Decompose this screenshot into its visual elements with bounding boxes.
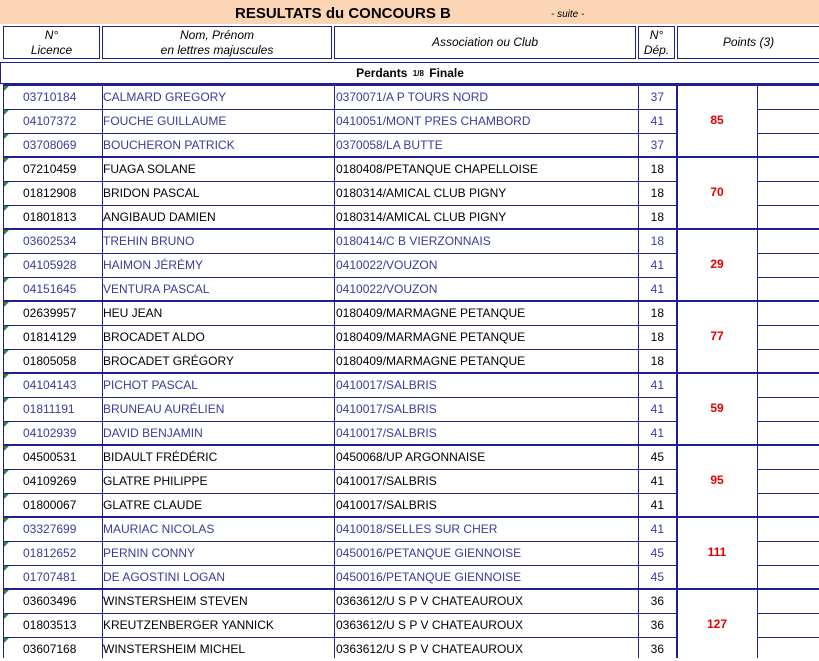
dep-cell: 36 bbox=[650, 618, 664, 632]
column-header-licence-line2: Licence bbox=[30, 42, 73, 57]
dep-cell: 36 bbox=[650, 594, 664, 608]
row-divider bbox=[757, 565, 819, 566]
cell-marker-icon bbox=[4, 614, 9, 619]
club-cell: 0410017/SALBRIS bbox=[336, 498, 437, 512]
column-divider bbox=[3, 84, 4, 658]
row-divider bbox=[757, 469, 819, 470]
cell-marker-icon bbox=[4, 230, 9, 235]
player-name-cell: TREHIN BRUNO bbox=[103, 234, 195, 248]
column-header-name bbox=[102, 26, 332, 59]
licence-cell: 04107372 bbox=[23, 114, 77, 128]
cell-marker-icon bbox=[4, 206, 9, 211]
player-name-cell: MAURIAC NICOLAS bbox=[103, 522, 215, 536]
row-divider bbox=[757, 637, 819, 638]
row-divider bbox=[3, 397, 677, 398]
licence-cell: 01707481 bbox=[23, 570, 77, 584]
player-name-cell: WINSTERSHEIM MICHEL bbox=[103, 642, 246, 656]
row-divider bbox=[3, 565, 677, 566]
row-divider bbox=[757, 205, 819, 206]
row-divider bbox=[3, 421, 677, 422]
club-cell: 0410017/SALBRIS bbox=[336, 378, 437, 392]
licence-cell: 03327699 bbox=[23, 522, 77, 536]
dep-cell: 45 bbox=[650, 546, 664, 560]
row-divider bbox=[757, 493, 819, 494]
cell-marker-icon bbox=[4, 326, 9, 331]
column-header-licence-line1: N° bbox=[44, 27, 59, 42]
dep-cell: 41 bbox=[650, 114, 664, 128]
club-cell: 0363612/U S P V CHATEAUROUX bbox=[336, 642, 523, 656]
column-divider bbox=[676, 84, 677, 658]
player-name-cell: PICHOT PASCAL bbox=[103, 378, 198, 392]
player-name-cell: BOUCHERON PATRICK bbox=[103, 138, 235, 152]
cell-marker-icon bbox=[4, 86, 9, 91]
cell-marker-icon bbox=[4, 494, 9, 499]
club-cell: 0410017/SALBRIS bbox=[336, 402, 437, 416]
team-points-value: 70 bbox=[710, 185, 724, 199]
licence-cell: 03603496 bbox=[23, 594, 77, 608]
row-divider bbox=[757, 421, 819, 422]
licence-cell: 02639957 bbox=[23, 306, 77, 320]
player-name-cell: ANGIBAUD DAMIEN bbox=[103, 210, 216, 224]
licence-cell: 01814129 bbox=[23, 330, 77, 344]
player-name-cell: HAIMON JÉRÉMY bbox=[103, 258, 204, 272]
player-name-cell: FUAGA SOLANE bbox=[103, 162, 196, 176]
cell-marker-icon bbox=[4, 110, 9, 115]
group-divider bbox=[3, 84, 819, 86]
group-divider bbox=[3, 300, 819, 302]
row-divider bbox=[3, 277, 677, 278]
row-divider bbox=[3, 637, 677, 638]
column-header-licence bbox=[3, 26, 100, 59]
player-name-cell: VENTURA PASCAL bbox=[103, 282, 210, 296]
licence-cell: 01803513 bbox=[23, 618, 77, 632]
column-header-name-line2: en lettres majuscules bbox=[160, 42, 274, 57]
team-points-value: 95 bbox=[710, 473, 724, 487]
cell-marker-icon bbox=[4, 422, 9, 427]
licence-cell: 01805058 bbox=[23, 354, 77, 368]
cell-marker-icon bbox=[4, 518, 9, 523]
cell-marker-icon bbox=[4, 350, 9, 355]
column-divider bbox=[102, 84, 103, 658]
licence-cell: 03607168 bbox=[23, 642, 77, 656]
row-divider bbox=[3, 349, 677, 350]
dep-cell: 45 bbox=[650, 570, 664, 584]
club-cell: 0180414/C B VIERZONNAIS bbox=[336, 234, 491, 248]
column-header-association bbox=[334, 26, 636, 59]
cell-marker-icon bbox=[4, 254, 9, 259]
club-cell: 0410051/MONT PRES CHAMBORD bbox=[336, 114, 531, 128]
column-header-name-line1: Nom, Prénom bbox=[179, 27, 255, 42]
dep-cell: 41 bbox=[650, 522, 664, 536]
dep-cell: 41 bbox=[650, 378, 664, 392]
team-points-value: 111 bbox=[707, 545, 727, 559]
licence-cell: 01812652 bbox=[23, 546, 77, 560]
group-divider bbox=[3, 372, 819, 374]
dep-cell: 41 bbox=[650, 498, 664, 512]
team-points-value: 85 bbox=[710, 113, 724, 127]
group-divider bbox=[3, 228, 819, 230]
dep-cell: 18 bbox=[650, 354, 664, 368]
cell-marker-icon bbox=[4, 446, 9, 451]
club-cell: 0180408/PETANQUE CHAPELLOISE bbox=[336, 162, 538, 176]
cell-marker-icon bbox=[4, 590, 9, 595]
row-divider bbox=[3, 541, 677, 542]
row-divider bbox=[757, 181, 819, 182]
team-points-value: 127 bbox=[706, 617, 728, 631]
cell-marker-icon bbox=[4, 638, 9, 643]
player-name-cell: BROCADET GRÉGORY bbox=[103, 354, 234, 368]
licence-cell: 04500531 bbox=[23, 450, 77, 464]
cell-marker-icon bbox=[4, 542, 9, 547]
player-name-cell: BRUNEAU AURÉLIEN bbox=[103, 402, 225, 416]
dep-cell: 18 bbox=[650, 306, 664, 320]
licence-cell: 03710184 bbox=[23, 90, 77, 104]
group-divider bbox=[3, 588, 819, 590]
page-title: RESULTATS du CONCOURS B bbox=[235, 5, 451, 22]
club-cell: 0410017/SALBRIS bbox=[336, 426, 437, 440]
licence-cell: 03708069 bbox=[23, 138, 77, 152]
player-name-cell: GLATRE CLAUDE bbox=[103, 498, 203, 512]
dep-cell: 41 bbox=[650, 258, 664, 272]
player-name-cell: KREUTZENBERGER YANNICK bbox=[103, 618, 274, 632]
licence-cell: 04151645 bbox=[23, 282, 77, 296]
column-header-dep bbox=[638, 26, 675, 59]
row-divider bbox=[3, 133, 677, 134]
row-divider bbox=[3, 613, 677, 614]
dep-cell: 45 bbox=[650, 450, 664, 464]
row-divider bbox=[3, 493, 677, 494]
club-cell: 0410018/SELLES SUR CHER bbox=[336, 522, 498, 536]
dep-cell: 37 bbox=[650, 138, 664, 152]
dep-cell: 36 bbox=[650, 642, 664, 656]
column-header-points bbox=[677, 26, 819, 59]
group-divider bbox=[3, 444, 819, 446]
row-divider bbox=[757, 253, 819, 254]
column-header-row bbox=[0, 24, 819, 61]
dep-cell: 18 bbox=[650, 186, 664, 200]
cell-marker-icon bbox=[4, 302, 9, 307]
row-divider bbox=[3, 469, 677, 470]
row-divider bbox=[3, 205, 677, 206]
row-divider bbox=[757, 133, 819, 134]
column-divider bbox=[334, 84, 335, 658]
club-cell: 0450016/PETANQUE GIENNOISE bbox=[336, 570, 522, 584]
page-subtitle: - suite - bbox=[551, 9, 585, 20]
club-cell: 0363612/U S P V CHATEAUROUX bbox=[336, 618, 523, 632]
licence-cell: 07210459 bbox=[23, 162, 77, 176]
row-divider bbox=[757, 109, 819, 110]
club-cell: 0180409/MARMAGNE PETANQUE bbox=[336, 354, 526, 368]
row-divider bbox=[757, 613, 819, 614]
team-points-value: 77 bbox=[710, 329, 724, 343]
section-fraction: 1/8 bbox=[412, 68, 424, 78]
club-cell: 0180314/AMICAL CLUB PIGNY bbox=[336, 186, 507, 200]
section-label-suffix: Finale bbox=[429, 66, 464, 80]
row-divider bbox=[757, 325, 819, 326]
team-points-value: 59 bbox=[710, 401, 724, 415]
title-bar bbox=[0, 0, 819, 24]
dep-cell: 41 bbox=[650, 426, 664, 440]
column-header-dep-line1: N° bbox=[649, 27, 664, 42]
row-divider bbox=[757, 349, 819, 350]
licence-cell: 01812908 bbox=[23, 186, 77, 200]
player-name-cell: FOUCHE GUILLAUME bbox=[103, 114, 227, 128]
licence-cell: 04102939 bbox=[23, 426, 77, 440]
team-points-value: 29 bbox=[710, 257, 724, 271]
player-name-cell: GLATRE PHILIPPE bbox=[103, 474, 208, 488]
club-cell: 0410022/VOUZON bbox=[336, 258, 438, 272]
dep-cell: 37 bbox=[650, 90, 664, 104]
cell-marker-icon bbox=[4, 182, 9, 187]
licence-cell: 04105928 bbox=[23, 258, 77, 272]
row-divider bbox=[3, 253, 677, 254]
dep-cell: 18 bbox=[650, 210, 664, 224]
licence-cell: 01801813 bbox=[23, 210, 77, 224]
dep-cell: 41 bbox=[650, 402, 664, 416]
club-cell: 0450016/PETANQUE GIENNOISE bbox=[336, 546, 522, 560]
club-cell: 0370058/LA BUTTE bbox=[336, 138, 443, 152]
player-name-cell: WINSTERSHEIM STEVEN bbox=[103, 594, 248, 608]
row-divider bbox=[3, 325, 677, 326]
column-divider bbox=[677, 84, 678, 658]
group-divider bbox=[3, 156, 819, 158]
licence-cell: 04109269 bbox=[23, 474, 77, 488]
cell-marker-icon bbox=[4, 278, 9, 283]
licence-cell: 01800067 bbox=[23, 498, 77, 512]
player-name-cell: BIDAULT FRÉDÉRIC bbox=[103, 450, 218, 464]
group-divider bbox=[3, 516, 819, 518]
dep-cell: 41 bbox=[650, 474, 664, 488]
player-name-cell: BROCADET ALDO bbox=[103, 330, 205, 344]
cell-marker-icon bbox=[4, 374, 9, 379]
licence-cell: 03602534 bbox=[23, 234, 77, 248]
player-name-cell: HEU JEAN bbox=[103, 306, 163, 320]
dep-cell: 18 bbox=[650, 162, 664, 176]
club-cell: 0180314/AMICAL CLUB PIGNY bbox=[336, 210, 507, 224]
section-heading bbox=[0, 62, 819, 84]
cell-marker-icon bbox=[4, 134, 9, 139]
player-name-cell: PERNIN CONNY bbox=[103, 546, 196, 560]
section-label: Perdants bbox=[356, 66, 408, 80]
club-cell: 0363612/U S P V CHATEAUROUX bbox=[336, 594, 523, 608]
club-cell: 0450068/UP ARGONNAISE bbox=[336, 450, 486, 464]
player-name-cell: DAVID BENJAMIN bbox=[103, 426, 203, 440]
club-cell: 0180409/MARMAGNE PETANQUE bbox=[336, 330, 526, 344]
row-divider bbox=[757, 541, 819, 542]
row-divider bbox=[3, 181, 677, 182]
dep-cell: 41 bbox=[650, 282, 664, 296]
licence-cell: 04104143 bbox=[23, 378, 77, 392]
column-divider bbox=[757, 84, 758, 658]
cell-marker-icon bbox=[4, 158, 9, 163]
row-divider bbox=[757, 277, 819, 278]
column-header-dep-line2: Dép. bbox=[643, 42, 670, 57]
cell-marker-icon bbox=[4, 398, 9, 403]
club-cell: 0410022/VOUZON bbox=[336, 282, 438, 296]
dep-cell: 18 bbox=[650, 330, 664, 344]
club-cell: 0370071/A P TOURS NORD bbox=[336, 90, 489, 104]
row-divider bbox=[757, 397, 819, 398]
club-cell: 0410017/SALBRIS bbox=[336, 474, 437, 488]
dep-cell: 18 bbox=[650, 234, 664, 248]
player-name-cell: DE AGOSTINI LOGAN bbox=[103, 570, 226, 584]
player-name-cell: BRIDON PASCAL bbox=[103, 186, 200, 200]
column-header-points-label: Points (3) bbox=[722, 35, 775, 49]
licence-cell: 01811191 bbox=[23, 402, 75, 416]
column-header-association-label: Association ou Club bbox=[431, 35, 539, 49]
player-name-cell: CALMARD GREGORY bbox=[103, 90, 227, 104]
cell-marker-icon bbox=[4, 566, 9, 571]
row-divider bbox=[3, 109, 677, 110]
column-divider bbox=[638, 84, 639, 658]
cell-marker-icon bbox=[4, 470, 9, 475]
club-cell: 0180409/MARMAGNE PETANQUE bbox=[336, 306, 526, 320]
